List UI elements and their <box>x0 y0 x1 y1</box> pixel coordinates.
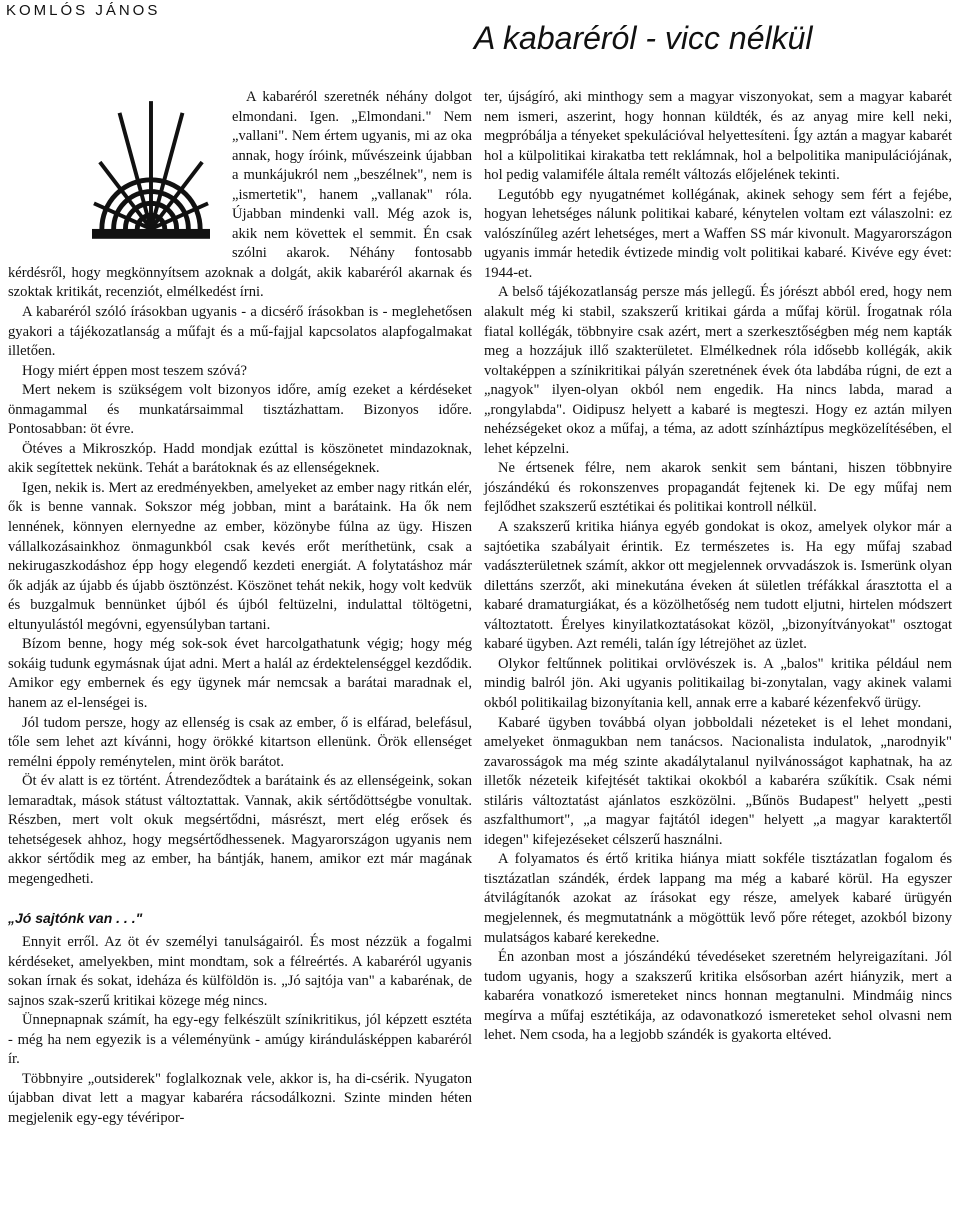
paragraph: Ötéves a Mikroszkóp. Hadd mondjak ezúttal is köszönetet mindazoknak, akik segítettek nekünk. Tehát a barátoknak és az ellenségeknek. <box>8 440 472 477</box>
paragraph: ter, újságíró, aki minthogy sem a magyar viszonyokat, sem a magyar kabarét nem ismeri, aszerint, hogy honnan küldték, és az anyag mire kell neki, megpróbálja a tényeket spekulációval helyettesíteni. Így aztán a magyar kabarét hol a külpolitikai kirakatba tett reklámnak, hol a belpolitika manipulációjának, hol pedig valamiféle általa remélt változás előjelének tekinti. <box>484 89 952 184</box>
sun-rays-icon <box>92 92 210 242</box>
right-column <box>484 88 952 1046</box>
paragraph: Öt év alatt is ez történt. Átrendeződtek a barátaink és az ellenségeink, sokan lemaradtak, mások státust változtattak. Vannak, akik sértődöttségbe vonultak. Részben, mert volt okuk megsértődni, másrészt, mert elég erősek és tehetségesek ahhoz, hogy megsértődhessenek. Magyarországon ugyanis nem akkor sértődik meg az ember, ha bántják, hanem, amikor ezt már magának megengedheti. <box>8 773 472 887</box>
paragraph: A kabaréról szeretnék néhány dolgot elmondani. Igen. „Elmondani." Nem „vallani". Nem értem ugyanis, mi az oka annak, hogy íróink, művészeink újabban a munkájukról nem „beszélnek", nem is „ismertetik", hanem „vallanak" róla. Újabban mindenki vall. Még azok is, akik nem követtek el semmit. Én csak szólni akarok. Néhány fontosabb kérdésről, hogy megkönnyítsem azoknak a dolgát, akik kabaréról akarnak és szoktak kritikát, recenziót, elmélkedést írni. <box>8 89 472 301</box>
paragraph: A szakszerű kritika hiánya egyéb gondokat is okoz, amelyek olykor már a sajtóetika szabályait érintik. Ez természetes is. Ha egy műfaj szabad vadászterületnek számít, akkor ott megjelennek orvvadászok is. Ismerünk olyan dilettáns szerzőt, aki minekutána éveken át sületlen tréfákkal árasztotta el a kabaré dramaturgiákat, és a közölhetőség nem tudott eljutni, hirtelen módszert változtatott. Érelyes kinyilatkoztatásokat közöl, „bizonyítványokat" osztogat kabaré ügyben. Azt reméli, talán így létrejöhet az üzlet. <box>484 519 952 653</box>
paragraph: Bízom benne, hogy még sok-sok évet harcolgathatunk végig; hogy még sokáig tudunk egymásnak újat adni. Mert a halál az érdektelenséggel kezdődik. Amikor egy embernek és egy ügynek már nemcsak a barátai maradnak el, hanem az el-lenségei is. <box>8 636 472 711</box>
paragraph: Többnyire „outsiderek" foglalkoznak vele, akkor is, ha di-csérik. Nyugaton újabban divat lett a magyar kabaréra rácsodálkozni. Szinte minden héten megjelenik egy-egy tévéripor- <box>8 1070 472 1126</box>
paragraph: Hogy miért éppen most teszem szóvá? <box>22 362 247 379</box>
paragraph: Én azonban most a jószándékú tévedéseket szeretném helyreigazítani. Jól tudom ugyanis, hogy a szakszerű kritika elsősorban azért hiányzik, mert a kabaréra vonatkozó ismereteket nincs honnan megtanulni. Mindmáig nincs megírva a műfaj esztétikája, az odavonatkozó ismereteket sehol olvasni nem lehet. Nem csoda, ha a legjobb szándék is gyakorta eltéved. <box>484 949 952 1044</box>
paragraph: Jól tudom persze, hogy az ellenség is csak az ember, ő is elfárad, belefásul, tőle sem lehet azt kívánni, hogy örökké kitartson ellenünk. Örök ellenséget remélni éppoly reménytelen, mint örök barátot. <box>8 714 472 770</box>
paragraph: Legutóbb egy nyugatnémet kollégának, akinek sehogy sem fért a fejébe, hogyan lehetséges nálunk politikai kabaré, kénytelen voltam ezt válaszolni: ez valószínűleg azért lehetséges, mert a Waffen SS már kivonult. Magyarországon ugyanis immár hetedik évtizede mindig volt politikai kabaré. Kivéve egy évet: 1944-et. <box>484 186 952 281</box>
author-name: KOMLÓS JÁNOS <box>6 2 161 19</box>
paragraph: Ünnepnapnak számít, ha egy-egy felkészült színikritikus, jól képzett esztéta - még ha nem egyezik is a véleményünk - amúgy kirándulásképpen kabaréról ír. <box>8 1012 472 1068</box>
paragraph: Ennyit erről. Az öt év személyi tanulságairól. És most nézzük a fogalmi kérdéseket, amelyekben, mint mondtam, sok a félreértés. A kabaréról ugyanis sokan írnak és sokat, ideháza és külföldön is. „Jó sajtója van" a kabarénak, de sajnos szak-szerű kritikai közege még nincs. <box>8 933 472 1009</box>
paragraph: A kabaréról szóló írásokban ugyanis - a dicsérő írásokban is - meglehetősen gyakori a tájékozatlanság a műfajt és a mű-fajjal kapcsolatos alapfogalmakat illetően. <box>8 304 472 360</box>
paragraph: Mert nekem is szükségem volt bizonyos időre, amíg ezeket a kérdéseket önmagammal és munkatársaimmal tisztázhattam. Bizonyos időre. Pontosabban: öt évre. <box>8 382 472 438</box>
section-subtitle: „Jó sajtónk van . . ." <box>8 910 143 927</box>
left-column <box>8 88 472 1128</box>
paragraph: A folyamatos és értő kritika hiánya miatt sokféle tisztázatlan fogalom és tisztázatlan szándék, érdek lappang ma még a kabaré körül. Ha egyszer átvilágítanók azokat az írásokat egy része, amelyek kabaré ürügyén megjelennek, és megmutatnánk a mögöttük levő pőre réteget, azokból bizony mulatságos kabaré kerekedne. <box>484 851 952 946</box>
article-title: A kabaréról - vicc nélkül <box>474 20 813 56</box>
paragraph: Ne értsenek félre, nem akarok senkit sem bántani, hiszen többnyire jószándékú és rokonszenves propagandát fejtenek ki. De egy műfaj nem fejlődhet szakszerű esztétikai és politikai kontroll nélkül. <box>484 460 952 516</box>
paragraph: Kabaré ügyben továbbá olyan jobboldali nézeteket is el lehet mondani, amelyeket önmagukban nem tanácsos. Nacionalista indulatok, „narodnyik" zavarosságok ma még szinte akadálytalanul nyilvánosságot kaphatnak, ha az illetők nézeteik kifejtését taktikai okokból a kabaréra szűkítik. Csak némi stiláris változtatást ajánlatos eszközölni. „Bűnös Budapest" helyett „pesti aszfalthumort", „a magyar fajtától idegen" helyett „a magyar karaktertől idegen" kifejezéseket célszerű használni. <box>484 714 952 848</box>
paragraph: A belső tájékozatlanság persze más jellegű. És jórészt abból ered, hogy nem alakult még ki stabil, szakszerű kritikai gárda a műfaj körül. Írogatnak róla fiatal kollégák, többnyire csak azért, mert a szerkesztőségben még nem kapták meg a hozzájuk illő szakterületet. Elmélkednek róla idősebb kollégák, akik voltaképpen a színikritikai pályán szeretnének évek óta labdába rúgni, de ezt a „nagyok" ilyen-olyan okból nem engedik. Ha nincs labda, marad a „rongylabda". Oidipusz helyett a kabaré is megteszi. Hogy ez aztán milyen nehézségeket okoz a műfaj, a téma, az adott színháztípus megközelítésében, el lehet képzelni. <box>484 284 952 457</box>
paragraph: Igen, nekik is. Mert az eredményekben, amelyeket az ember nagy ritkán elér, ők is benne vannak. Sokszor még jobban, mint a barátaink. Ha ők nem lennének, könnyen elernyedne az ember, közönybe fúlna az ügy. Hiszen vállalkozásainkhoz önmagunkból csak kevés erőt meríthetünk, csak a nekirugaszkodáshoz épp hogy elegendő kezdeti energiát. A folytatáshoz már ők adják az újabb és újabb ösztönzést. Köszönet tehát nekik, hogy volt kedvük és buzgalmuk bennünket újból és újból feltüzelni, indulattal töltögetni, eltunyulástól megóvni, egyensúlyban tartani. <box>8 479 472 633</box>
paragraph: Olykor feltűnnek politikai orvlövészek is. A „balos" kritika például nem mindig balról jön. Aki ugyanis politikailag bi-zonytalan, vagy akinek valami okból politikailag bizonyítania kell, annak erre a kabaré kézenfekvő ürügy. <box>484 655 952 711</box>
